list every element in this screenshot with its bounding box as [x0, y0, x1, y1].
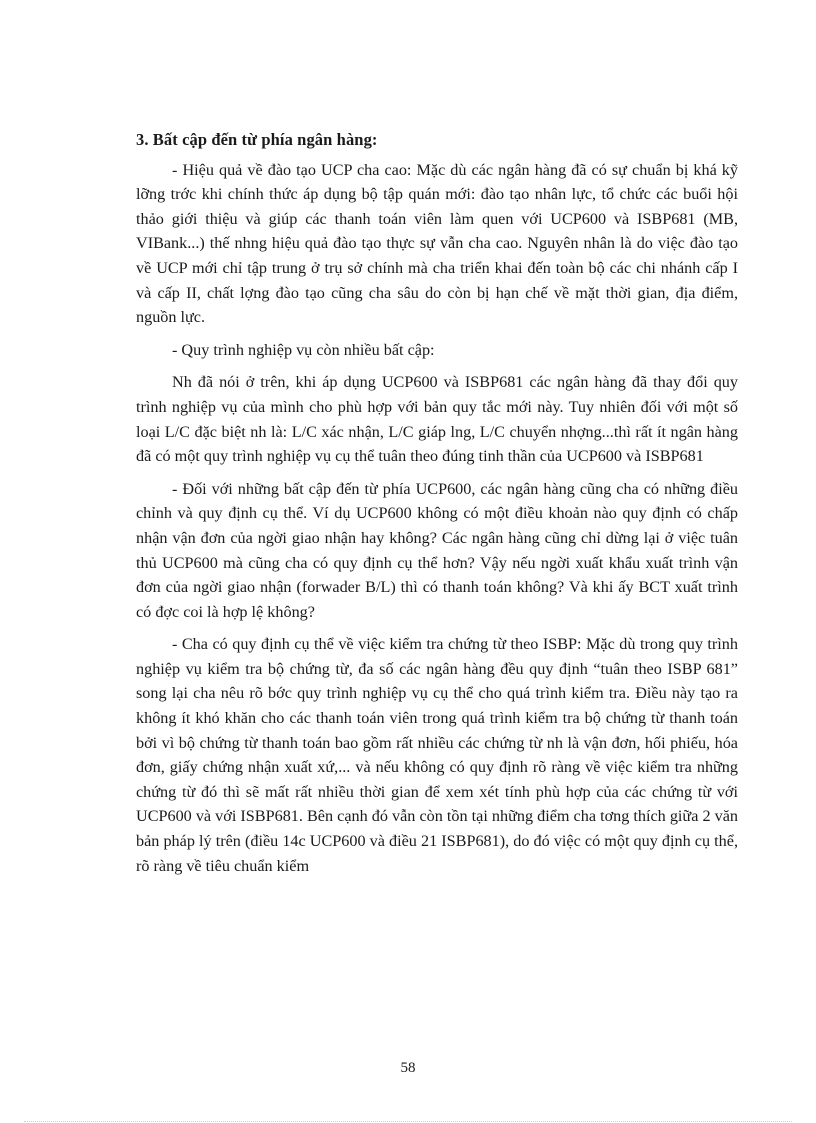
page-bottom-divider	[24, 1121, 792, 1122]
paragraph-isbp-issues: - Cha có quy định cụ thể về việc kiểm tra chứng từ theo ISBP: Mặc dù trong quy trình nghiệp vụ kiểm tra bộ chứng từ, đa số các ngân hàng đều quy định “tuân theo ISBP 681” song lại cha nêu rõ bớc quy trình nghiệp vụ cụ thể cho quá trình kiểm tra. Điều này tạo ra không ít khó khăn cho các thanh toán viên trong quá trình kiểm tra bộ chứng từ thanh toán bởi vì bộ chứng từ thanh toán bao gồm rất nhiều các chứng từ nh là vận đơn, hối phiếu, hóa đơn, giấy chứng nhận xuất xứ,... và nếu không có quy định rõ ràng về việc kiểm tra những chứng từ đó thì sẽ mất rất nhiều thời gian để xem xét tính phù hợp của các chứng từ với UCP600 và với ISBP681. Bên cạnh đó vẫn còn tồn tại những điểm cha tơng thích giữa 2 văn bản pháp lý trên (điều 14c UCP600 và điều 21 ISBP681), do đó việc có một quy định cụ thể, rõ ràng về tiêu chuẩn kiểm	[136, 635, 738, 875]
document-body	[136, 128, 738, 886]
paragraph-process-issues: Nh đã nói ở trên, khi áp dụng UCP600 và ISBP681 các ngân hàng đã thay đổi quy trình nghiệp vụ của mình cho phù hợp với bản quy tắc mới này. Tuy nhiên đối với một số loại L/C đặc biệt nh là: L/C xác nhận, L/C giáp lng, L/C chuyển nhợng...thì rất ít ngân hàng đã có một quy trình nghiệp vụ cụ thể tuân theo đúng tinh thần của UCP600 và ISBP681	[136, 373, 738, 466]
page-number: 58	[400, 1060, 416, 1076]
paragraph-process-issues-title: - Quy trình nghiệp vụ còn nhiều bất cập:	[172, 340, 435, 359]
paragraph-ucp600-issues: - Đối với những bất cập đến từ phía UCP600, các ngân hàng cũng cha có những điều chỉnh và quy định cụ thể. Ví dụ UCP600 không có một điều khoản nào quy định có chấp nhận vận đơn của ngời giao nhận hay không? Các ngân hàng cũng chỉ dừng lại ở việc tuân thủ UCP600 mà cũng cha có quy định cụ thể hơn? Vậy nếu ngời xuất khẩu xuất trình vận đơn của ngời giao nhận (forwader B/L) thì có thanh toán không? Và khi ấy BCT xuất trình có đợc coi là hợp lệ không?	[136, 479, 738, 621]
paragraph-training-effectiveness: - Hiệu quả về đào tạo UCP cha cao: Mặc dù các ngân hàng đã có sự chuẩn bị khá kỹ lỡng trớc khi chính thức áp dụng bộ tập quán mới: đào tạo nhân lực, tổ chức các buổi hội thảo giới thiệu và giúp các thanh toán viên làm quen với UCP600 và ISBP681 (MB, VIBank...) thế nhng hiệu quả đào tạo thực sự vẫn cha cao. Nguyên nhân là do việc đào tạo về UCP mới chỉ tập trung ở trụ sở chính mà cha triển khai đến toàn bộ các chi nhánh cấp I và cấp II, chất lợng đào tạo cũng cha sâu do còn bị hạn chế về mặt thời gian, địa điểm, nguồn lực.	[136, 160, 738, 327]
section-heading: 3. Bất cập đến từ phía ngân hàng:	[136, 130, 378, 149]
